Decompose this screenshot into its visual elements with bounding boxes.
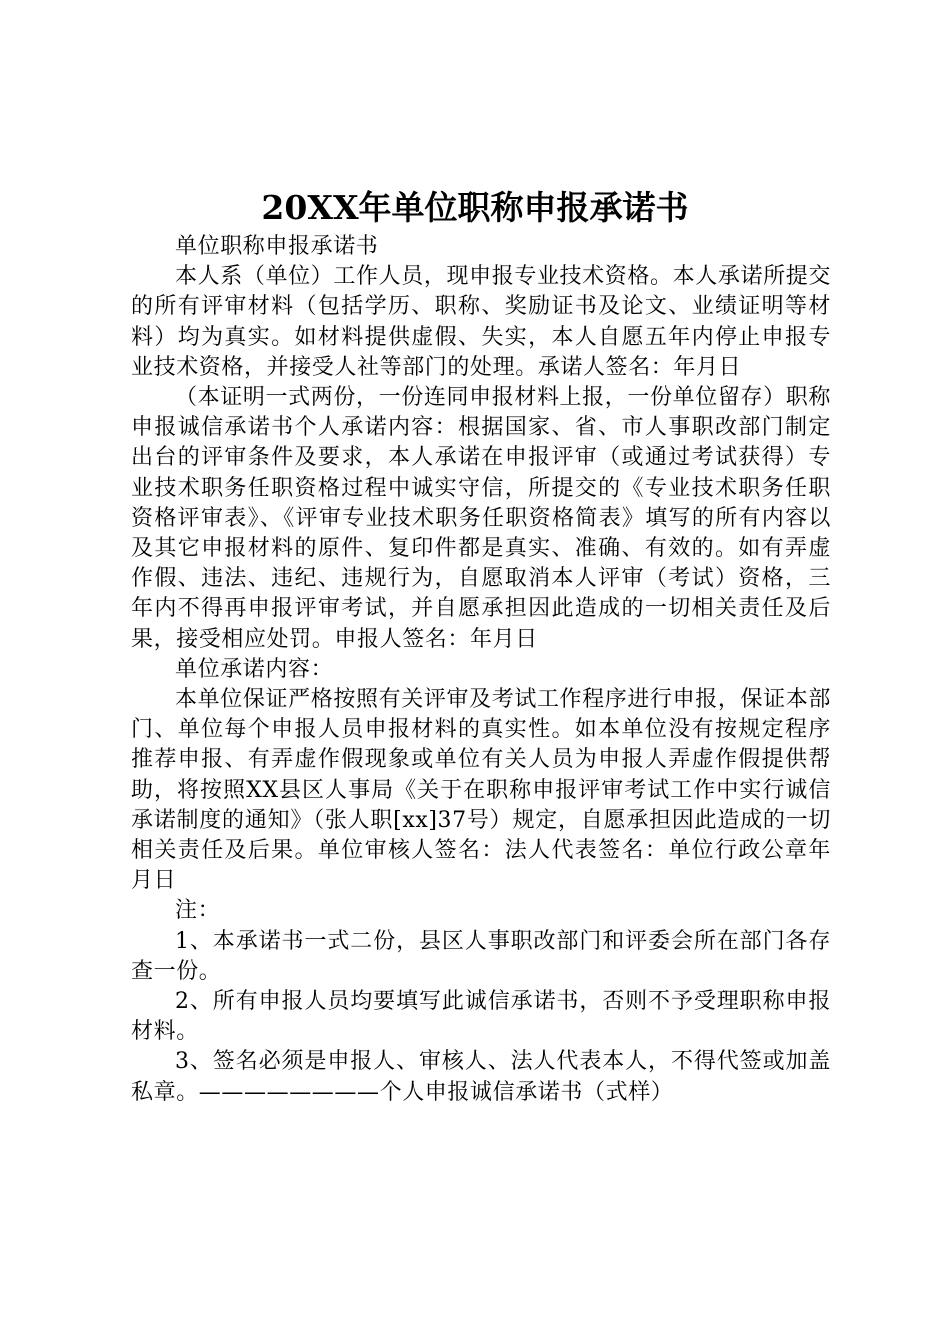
paragraph-personal-pledge: 本人系（单位）工作人员，现申报专业技术资格。本人承诺所提交的所有评审材料（包括学历、职称、奖励证书及论文、业绩证明等材料）均为真实。如材料提供虚假、失实，本人自愿五年内停止申报专业技术资格，并接受人社等部门的处理。承诺人签名：年月日 — [131, 264, 831, 380]
paragraph-heading: 单位职称申报承诺书 — [175, 234, 379, 259]
paragraph-note-1: 1、本承诺书一式二份，县区人事职改部门和评委会所在部门各存查一份。 — [131, 928, 831, 984]
document-title: 20XX年单位职称申报承诺书 — [261, 188, 689, 227]
paragraph-note-3: 3、签名必须是申报人、审核人、法人代表本人，不得代签或加盖私章。————————个人申报诚信承诺书（式样） — [131, 1049, 831, 1105]
paragraph-unit-heading: 单位承诺内容： — [175, 656, 334, 682]
paragraph-note-2: 2、所有申报人员均要填写此诚信承诺书，否则不予受理职称申报材料。 — [131, 989, 831, 1045]
paragraph-unit-content: 本单位保证严格按照有关评审及考试工作程序进行申报，保证本部门、单位每个申报人员申报材料的真实性。如本单位没有按规定程序推荐申报、有弄虚作假现象或单位有关人员为申报人弄虚作假提供帮助，将按照XX县区人事局《关于在职称申报评审考试工作中实行诚信承诺制度的通知》（张人职[xx]37号）规定，自愿承担因此造成的一切相关责任及后果。单位审核人签名：法人代表签名：单位行政公章年月日 — [131, 687, 831, 894]
paragraph-note-heading: 注： — [175, 898, 221, 924]
paragraph-personal-content: （本证明一式两份，一份连同申报材料上报，一份单位留存）职称申报诚信承诺书个人承诺内容：根据国家、省、市人事职改部门制定出台的评审条件及要求，本人承诺在申报评审（或通过考试获得）专业技术职务任职资格过程中诚实守信，所提交的《专业技术职务任职资格评审表》、《评审专业技术职务任职资格简表》填写的所有内容以及其它申报材料的原件、复印件都是真实、准确、有效的。如有弄虚作假、违法、违纪、违规行为，自愿取消本人评审（考试）资格，三年内不得再申报评审考试，并自愿承担因此造成的一切相关责任及后果，接受相应处罚。申报人签名：年月日 — [131, 385, 831, 652]
document-body — [131, 232, 831, 1108]
